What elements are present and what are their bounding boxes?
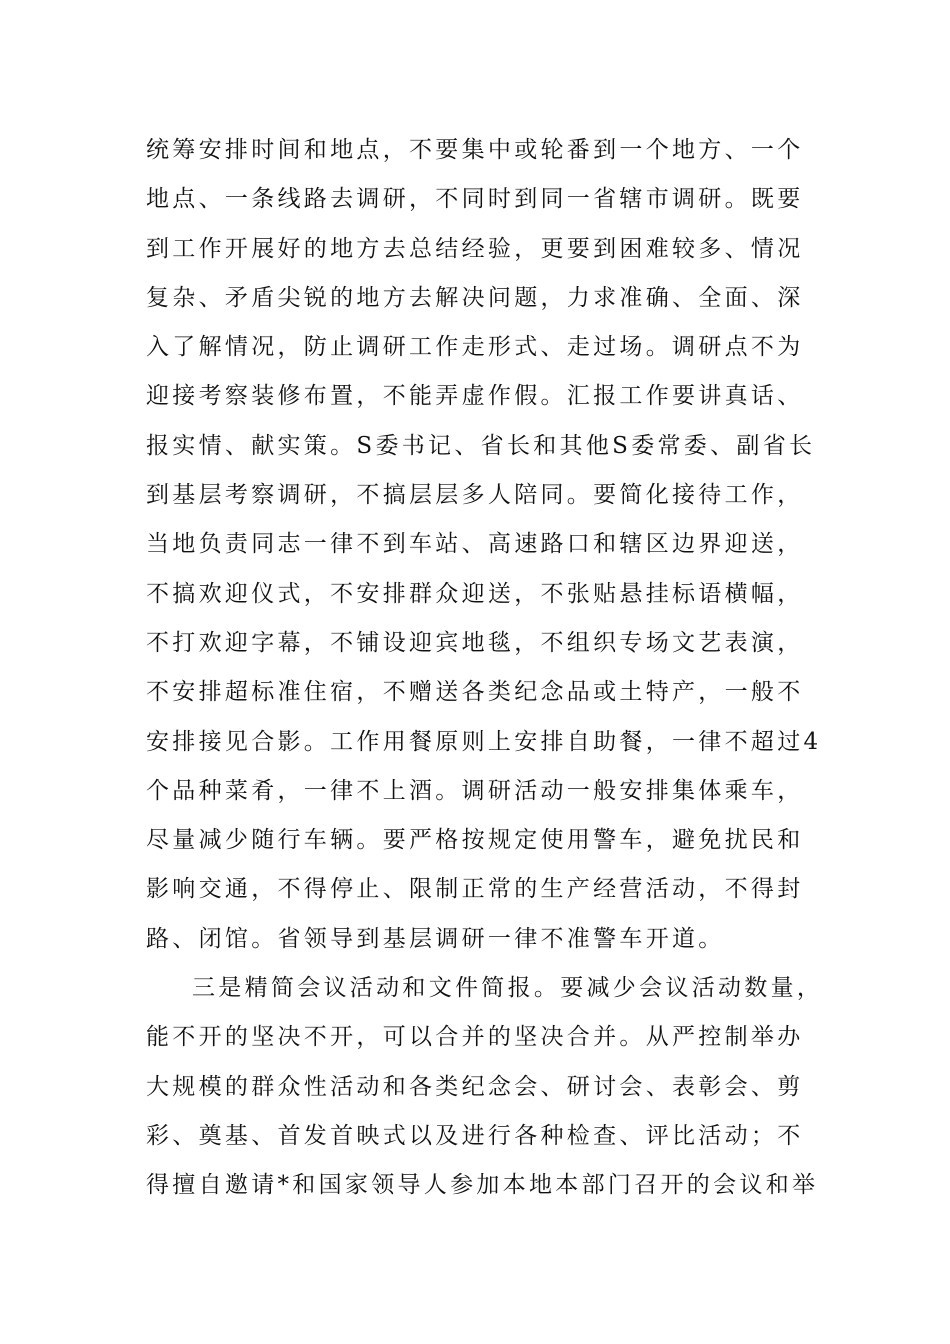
- text-line: 得擅自邀请*和国家领导人参加本地本部门召开的会议和举: [146, 1172, 819, 1199]
- text-line: 当地负责同志一律不到车站、高速路口和辖区边界迎送，: [146, 531, 804, 558]
- text-line: 不打欢迎字幕，不铺设迎宾地毯，不组织专场文艺表演，: [146, 629, 804, 656]
- text-line: 大规模的群众性活动和各类纪念会、研讨会、表彰会、剪: [146, 1073, 804, 1100]
- text-line: 迎接考察装修布置，不能弄虚作假。汇报工作要讲真话、: [146, 383, 804, 410]
- text-line: 彩、奠基、首发首映式以及进行各种检查、评比活动；不: [146, 1122, 804, 1149]
- text-line: 安排接见合影。工作用餐原则上安排自助餐，一律不超过4: [146, 728, 822, 755]
- text-line: 到工作开展好的地方去总结经验，更要到困难较多、情况: [146, 235, 804, 262]
- text-line: 个品种菜肴，一律不上酒。调研活动一般安排集体乘车，: [146, 777, 804, 804]
- text-line: 到基层考察调研，不搞层层多人陪同。要简化接待工作，: [146, 482, 804, 509]
- body-text: [146, 126, 836, 1211]
- text-line: 统筹安排时间和地点，不要集中或轮番到一个地方、一个: [146, 137, 804, 163]
- text-line: 影响交通，不得停止、限制正常的生产经营活动，不得封: [146, 876, 804, 903]
- text-line: 尽量减少随行车辆。要严格按规定使用警车，避免扰民和: [146, 827, 804, 854]
- text-line: 地点、一条线路去调研，不同时到同一省辖市调研。既要: [146, 186, 804, 213]
- text-line: 能不开的坚决不开，可以合并的坚决合并。从严控制举办: [146, 1024, 804, 1051]
- paragraph-start-line: 三是精简会议活动和文件简报。要减少会议活动数量，: [192, 975, 824, 1002]
- text-line: 路、闭馆。省领导到基层调研一律不准警车开道。: [146, 925, 725, 952]
- text-line: 不安排超标准住宿，不赠送各类纪念品或土特产，一般不: [146, 679, 804, 706]
- text-line: 报实情、献实策。S委书记、省长和其他S委常委、副省长: [146, 432, 816, 459]
- text-line: 不搞欢迎仪式，不安排群众迎送，不张贴悬挂标语横幅，: [146, 580, 804, 607]
- text-line: 复杂、矛盾尖锐的地方去解决问题，力求准确、全面、深: [146, 284, 804, 311]
- text-line: 入了解情况，防止调研工作走形式、走过场。调研点不为: [146, 334, 804, 361]
